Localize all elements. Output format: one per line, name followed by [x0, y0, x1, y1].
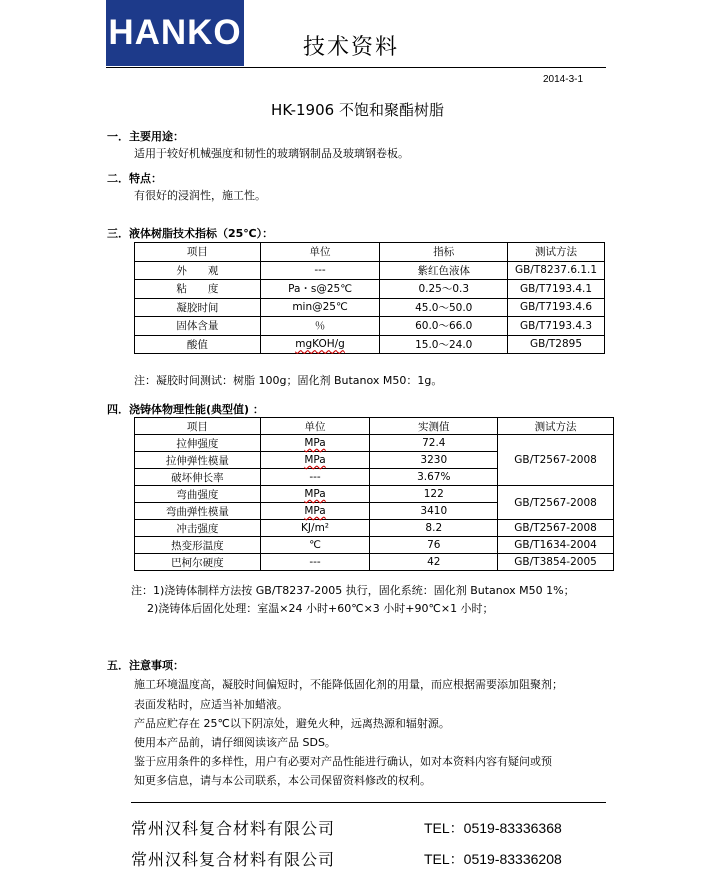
section-5-line: 表面发粘时，应适当补加蜡液。 [134, 698, 288, 711]
document-title: HK-1906 不饱和聚酯树脂 [271, 101, 444, 119]
section-5-line: 知更多信息，请与本公司联系，本公司保留资料修改的权利。 [134, 774, 431, 787]
table-cell: GB/T7193.4.3 [508, 317, 605, 336]
table-cell: 冲击强度 [135, 520, 261, 537]
company-name: 常州汉科复合材料有限公司 [131, 819, 336, 838]
table-row [135, 520, 614, 537]
table-header-cell: 单位 [260, 243, 380, 262]
table-row [135, 317, 605, 336]
table-cell: 巴柯尔硬度 [135, 554, 261, 571]
company-telephone: TEL：0519-83336368 [424, 820, 562, 836]
table-cell: 粘 度 [135, 280, 261, 299]
table-cell: GB/T1634-2004 [498, 537, 614, 554]
section-1-heading: 一．主要用途： [107, 130, 184, 143]
table-row [135, 554, 614, 571]
table-cell: 3.67% [370, 469, 498, 486]
table-cell: 外 观 [135, 261, 261, 280]
table-cell: 弯曲强度 [135, 486, 261, 503]
table-1-note: 注：凝胶时间测试：树脂 100g；固化剂 Butanox M50：1g。 [134, 374, 443, 387]
table-cell: min@25℃ [260, 298, 380, 317]
table-cell: 拉伸强度 [135, 435, 261, 452]
table-cell: 3410 [370, 503, 498, 520]
table-cell: KJ/m² [260, 520, 370, 537]
table-cell: GB/T2567-2008 [498, 486, 614, 520]
section-5-line: 使用本产品前，请仔细阅读该产品 SDS。 [134, 736, 336, 749]
section-1-text: 适用于较好机械强度和韧性的玻璃钢制品及玻璃钢卷板。 [134, 147, 409, 160]
header-title: 技术资料 [303, 35, 400, 60]
table-header-cell: 项目 [135, 243, 261, 262]
table-cell: GB/T3854-2005 [498, 554, 614, 571]
table-cell: 拉伸弹性模量 [135, 452, 261, 469]
table-cell: GB/T2567-2008 [498, 435, 614, 486]
section-4-heading: 四．浇铸体物理性能(典型值) ： [107, 403, 264, 416]
table-cell: 3230 [370, 452, 498, 469]
header-divider [106, 67, 606, 68]
table-cell: 8.2 [370, 520, 498, 537]
document-date: 2014-3-1 [543, 74, 584, 85]
table-cell: 15.0～24.0 [380, 335, 508, 354]
table-cell: 60.0～66.0 [380, 317, 508, 336]
company-telephone: TEL：0519-83336208 [424, 851, 562, 867]
table-cell: 凝胶时间 [135, 298, 261, 317]
section-3-heading: 三．液体树脂技术指标（25℃）： [107, 227, 274, 240]
table-row [135, 486, 614, 503]
table-cell: 固体含量 [135, 317, 261, 336]
table-cell: Pa・s@25℃ [260, 280, 380, 299]
section-5-line: 产品应贮存在 25℃以下阴凉处，避免火种，远离热源和辐射源。 [134, 717, 450, 730]
table-cell: GB/T8237.6.1.1 [508, 261, 605, 280]
table-row [135, 435, 614, 452]
table-cell: 72.4 [370, 435, 498, 452]
table-cell: --- [260, 469, 370, 486]
table-cell: ℃ [260, 537, 370, 554]
table-row [135, 261, 605, 280]
table-cell: GB/T7193.4.6 [508, 298, 605, 317]
table-cell: GB/T2567-2008 [498, 520, 614, 537]
table-cell: --- [260, 554, 370, 571]
table-2-note-1: 注：1)浇铸体制样方法按 GB/T8237-2005 执行，固化系统：固化剂 Butanox M50 1%； [131, 584, 575, 597]
table-cell: 破坏伸长率 [135, 469, 261, 486]
footer-divider [131, 802, 606, 803]
table-row [135, 335, 605, 354]
table-cell: GB/T2895 [508, 335, 605, 354]
section-2-heading: 二．特点： [107, 172, 162, 185]
table-cell: 酸值 [135, 335, 261, 354]
company-name: 常州汉科复合材料有限公司 [131, 850, 336, 869]
liquid-resin-spec-table [134, 242, 605, 354]
table-cell: mgKOH/g [260, 335, 380, 354]
table-cell: 紫红色液体 [380, 261, 508, 280]
cast-properties-table [134, 417, 614, 571]
table-cell: ％ [260, 317, 380, 336]
table-cell: MPa [260, 452, 370, 469]
table-cell: 42 [370, 554, 498, 571]
section-2-text: 有很好的浸润性，施工性。 [134, 189, 266, 202]
table-cell: 45.0～50.0 [380, 298, 508, 317]
table-header-cell: 单位 [260, 418, 370, 435]
table-header-cell: 测试方法 [508, 243, 605, 262]
section-5-line: 施工环境温度高，凝胶时间偏短时，不能降低固化剂的用量，而应根据需要添加阻聚剂； [134, 678, 563, 691]
table-cell: MPa [260, 486, 370, 503]
table-row [135, 537, 614, 554]
table-cell: 0.25～0.3 [380, 280, 508, 299]
section-5-line: 鉴于应用条件的多样性，用户有必要对产品性能进行确认，如对本资料内容有疑问或预 [134, 755, 552, 768]
table-row [135, 298, 605, 317]
table-header-cell: 指标 [380, 243, 508, 262]
table-cell: 弯曲弹性模量 [135, 503, 261, 520]
table-cell: 76 [370, 537, 498, 554]
table-header-row [135, 418, 614, 435]
table-cell: MPa [260, 503, 370, 520]
table-cell: MPa [260, 435, 370, 452]
table-2-note-2: 2)浇铸体后固化处理：室温×24 小时+60℃×3 小时+90℃×1 小时； [147, 602, 494, 615]
table-header-row [135, 243, 605, 262]
table-cell: 122 [370, 486, 498, 503]
table-cell: GB/T7193.4.1 [508, 280, 605, 299]
table-cell: --- [260, 261, 380, 280]
hanko-logo: HANKO [106, 0, 244, 66]
table-row [135, 280, 605, 299]
section-5-heading: 五．注意事项： [107, 659, 184, 672]
table-cell: 热变形温度 [135, 537, 261, 554]
table-header-cell: 项目 [135, 418, 261, 435]
table-header-cell: 测试方法 [498, 418, 614, 435]
table-header-cell: 实测值 [370, 418, 498, 435]
